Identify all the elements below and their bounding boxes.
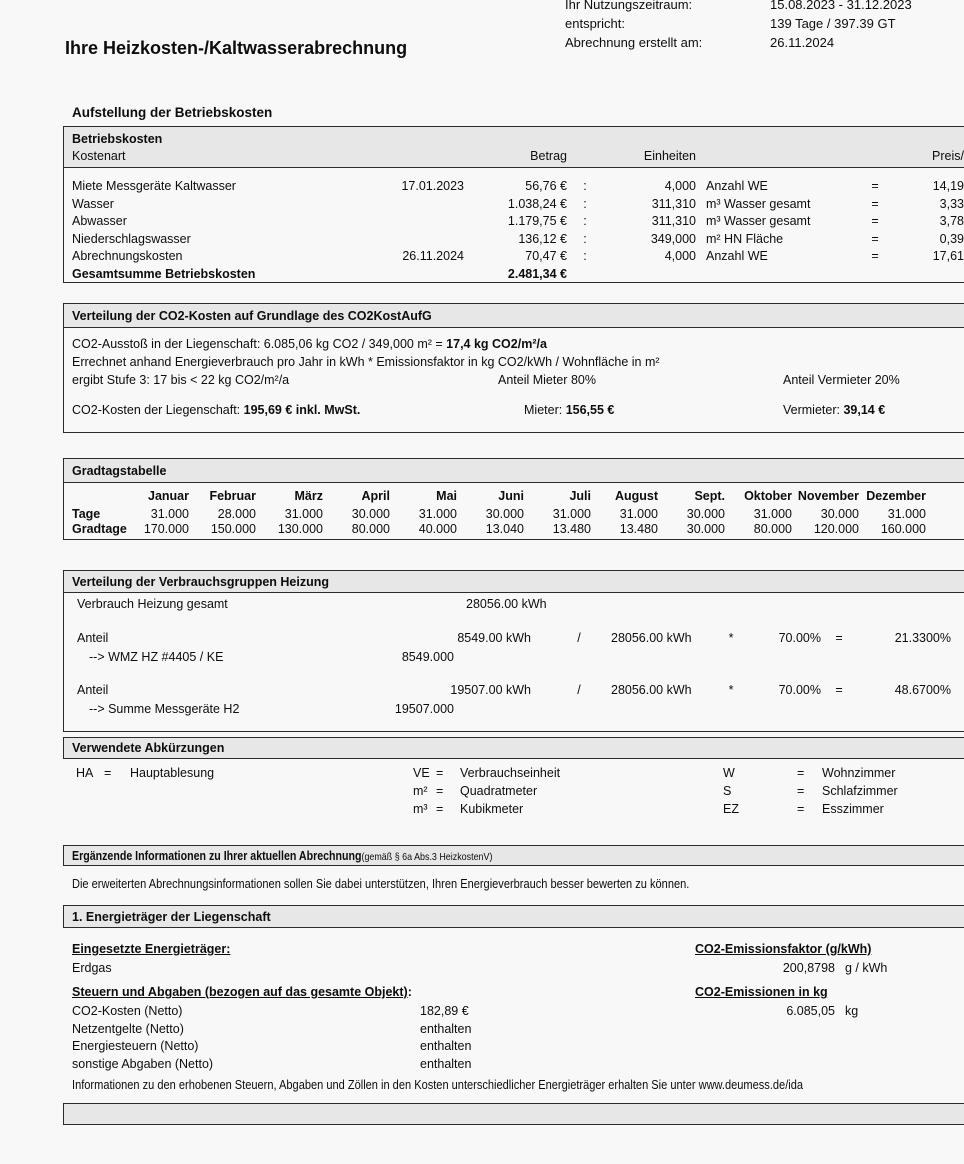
- colon-separator: :: [583, 179, 587, 193]
- mieter-label: Mieter:: [524, 403, 566, 417]
- row-betrag: 1.179,75 €: [507, 214, 567, 228]
- abbr-meaning: Esszimmer: [822, 802, 884, 816]
- eingesetzte-value: Erdgas: [72, 961, 112, 975]
- tage-value: 30.000: [485, 506, 524, 521]
- anteil-mieter: Anteil Mieter 80%: [498, 373, 596, 387]
- created-date-label: Abrechnung erstellt am:: [565, 35, 703, 50]
- tage-value: 31.000: [753, 506, 792, 521]
- co2-kosten-label: CO2-Kosten der Liegenschaft:: [72, 403, 244, 417]
- mieter-kosten: [524, 403, 614, 417]
- equals-separator: =: [835, 631, 843, 645]
- co2-ausstoss-text: CO2-Ausstoß in der Liegenschaft: 6.085,06 kg CO2 / 349,000 m² =: [72, 337, 447, 351]
- equivalent-value: 139 Tage / 397.39 GT: [770, 16, 896, 31]
- col-kostenart: Kostenart: [72, 149, 126, 163]
- gradtage-value: 160.000: [880, 521, 926, 536]
- abbr-row: [723, 782, 898, 800]
- anteil-pct: 70.00%: [778, 631, 821, 645]
- month-label: November: [797, 489, 859, 503]
- row-preis: 3,78: [939, 214, 964, 228]
- equals-separator: =: [871, 249, 879, 263]
- abbr-meaning: Verbrauchseinheit: [460, 766, 561, 780]
- co2-kosten-line: [72, 403, 360, 417]
- total-value: 2.481,34 €: [507, 266, 567, 281]
- row-einheit-text: Anzahl WE: [706, 179, 768, 193]
- vermieter-value: 39,14 €: [843, 403, 886, 417]
- betriebskosten-table: [63, 126, 964, 283]
- steuern-row-label: Netzentgelte (Netto): [72, 1021, 184, 1036]
- abbr-row: [723, 764, 898, 782]
- abbr-column-3: [723, 764, 898, 818]
- row-datum: 17.01.2023: [401, 179, 464, 193]
- row-einheiten: 4,000: [664, 249, 696, 263]
- steuern-row-label: CO2-Kosten (Netto): [72, 1004, 183, 1018]
- anteil-sub-value: 19507.000: [394, 702, 454, 716]
- abbr-meaning: Schlafzimmer: [822, 784, 898, 798]
- col-preis: Preis/: [932, 149, 964, 163]
- steuern-row-value: 182,89 €: [420, 1004, 469, 1018]
- abbr-code: EZ: [723, 802, 739, 816]
- gradtage-value: 120.000: [813, 521, 859, 536]
- anteil-label: Anteil: [77, 683, 109, 697]
- row-betrag: 1.038,24 €: [507, 196, 567, 211]
- anteil-pct: 70.00%: [778, 683, 821, 697]
- anteil-sub-value: 8549.000: [401, 650, 454, 664]
- page-title: Ihre Heizkosten-/Kaltwasserabrechnung: [65, 38, 408, 58]
- abbr-meaning: Hauptablesung: [130, 766, 215, 780]
- row-einheiten: 4,000: [664, 179, 696, 193]
- gradtage-value: 13.040: [485, 521, 524, 536]
- total-label: Gesamtsumme Betriebskosten: [72, 266, 256, 281]
- row-datum: 26.11.2024: [402, 249, 464, 263]
- emissionsfaktor-heading: CO2-Emissionsfaktor (g/kWh): [695, 942, 872, 956]
- meta-row: [565, 14, 912, 33]
- betriebskosten-box-title: Betriebskosten: [72, 132, 163, 146]
- usage-period-block: [565, 0, 912, 52]
- tage-value: 30.000: [686, 506, 725, 521]
- co2-stufe-line: ergibt Stufe 3: 17 bis < 22 kg CO2/m²/a: [72, 373, 290, 387]
- anteil-result: 48.6700%: [894, 683, 951, 697]
- tage-value: 30.000: [820, 506, 859, 521]
- usage-period-label: Ihr Nutzungszeitraum:: [565, 0, 693, 12]
- equals-separator: =: [871, 214, 879, 228]
- month-label: Juli: [569, 489, 591, 503]
- betriebskosten-section-title: Aufstellung der Betriebskosten: [72, 105, 273, 120]
- anteil-result: 21.3300%: [894, 631, 951, 645]
- gradtage-value: 30.000: [686, 521, 725, 536]
- ergaenzende-intro-wrap: [72, 876, 798, 891]
- tage-value: 31.000: [887, 506, 926, 521]
- row-einheit-text: Anzahl WE: [706, 249, 768, 263]
- co2-section-header: Verteilung der CO2-Kosten auf Grundlage des CO2KostAufG: [64, 304, 964, 328]
- tage-value: 31.000: [418, 506, 457, 521]
- anteil-sub-label: --> Summe Messgeräte H2: [89, 702, 240, 716]
- colon-separator: :: [583, 231, 587, 246]
- ergaenzende-title: Ergänzende Informationen zu Ihrer aktuellen Abrechnung: [72, 849, 362, 863]
- tage-value: 31.000: [284, 506, 323, 521]
- col-betrag: Betrag: [530, 149, 567, 163]
- row-einheit-text: m² HN Fläche: [706, 231, 784, 246]
- steuern-heading-colon: :: [407, 985, 412, 999]
- tage-value: 31.000: [619, 506, 658, 521]
- month-label: August: [614, 489, 658, 503]
- gradtag-months-row: [72, 489, 926, 503]
- usage-period-value: 15.08.2023 - 31.12.2023: [770, 0, 912, 12]
- gradtagstabelle-header: Gradtagstabelle: [64, 459, 964, 483]
- anteil-label: Anteil: [77, 631, 109, 645]
- abbr-column-1: [76, 764, 214, 782]
- gradtage-value: 130.000: [277, 521, 323, 536]
- anteil-kwh: 8549.00 kWh: [457, 631, 531, 645]
- gradtage-value: 150.000: [210, 521, 256, 536]
- tage-value: 30.000: [351, 506, 390, 521]
- equals-separator: =: [871, 231, 879, 246]
- row-preis: 14,19: [932, 179, 964, 193]
- row-betrag: 56,76 €: [525, 179, 567, 193]
- created-date-value: 26.11.2024: [770, 35, 835, 50]
- eingesetzte-heading: Eingesetzte Energieträger:: [72, 942, 231, 956]
- row-einheit-text: m³ Wasser gesamt: [706, 214, 811, 228]
- row-betrag: 136,12 €: [518, 231, 567, 246]
- steuern-row-value: enthalten: [420, 1039, 472, 1053]
- steuern-heading-line: [72, 985, 412, 999]
- gradtag-corner: [72, 489, 122, 503]
- vermieter-kosten: [783, 403, 885, 417]
- row-preis: 3,33: [939, 196, 964, 211]
- abbr-row: [413, 764, 560, 782]
- month-label: Mai: [436, 489, 457, 503]
- gradtage-value: 80.000: [351, 521, 390, 536]
- co2-kosten-value: 195,69 € inkl. MwSt.: [243, 403, 361, 417]
- gradtag-tage-row: [72, 507, 926, 521]
- row-kostenart: Abrechnungskosten: [72, 249, 183, 263]
- abbr-eq: =: [797, 784, 805, 798]
- energietraeger-footer: Informationen zu den erhobenen Steuern, Abgaben und Zöllen in den Kosten unterschiedlicher Energieträger erhalten Sie unter www.deumess.de/ida: [72, 1077, 804, 1092]
- tage-value: 31.000: [552, 506, 591, 521]
- equals-separator: =: [871, 179, 879, 193]
- steuern-row-label: sonstige Abgaben (Netto): [72, 1056, 214, 1071]
- abbr-eq: =: [436, 766, 444, 780]
- gradtag-gradtage-row: [72, 522, 926, 536]
- abbr-eq: =: [797, 802, 805, 816]
- anteil-kwh: 19507.00 kWh: [450, 683, 531, 697]
- gradtage-value: 13.480: [619, 521, 658, 536]
- month-label: Juni: [498, 489, 524, 503]
- gradtage-value: 170.000: [143, 521, 189, 536]
- month-label: Februar: [209, 489, 256, 503]
- co2-ausstoss-line: [72, 337, 547, 351]
- colon-separator: :: [583, 196, 587, 211]
- abbr-eq: =: [436, 784, 444, 798]
- emissionen-heading: CO2-Emissionen in kg: [695, 985, 828, 999]
- abbr-row: [723, 800, 898, 818]
- gradtage-value: 13.480: [552, 521, 591, 536]
- meta-row: [565, 0, 912, 14]
- meta-row: [565, 33, 912, 52]
- abbr-code: HA: [76, 766, 94, 780]
- slash-separator: /: [577, 683, 581, 697]
- gradtage-value: 80.000: [753, 521, 792, 536]
- mieter-value: 156,55 €: [565, 403, 615, 417]
- ergaenzende-header-text: [72, 849, 492, 863]
- energietraeger-header: 1. Energieträger der Liegenschaft: [63, 905, 964, 928]
- co2-section: [63, 303, 964, 433]
- emissionen-unit: kg: [845, 1004, 859, 1018]
- anteil-total: 28056.00 kWh: [611, 631, 692, 645]
- row-kostenart: Wasser: [72, 196, 114, 211]
- row-einheiten: 311,310: [651, 214, 696, 228]
- verbrauch-gesamt-label: Verbrauch Heizung gesamt: [77, 597, 228, 611]
- co2-errechnet-line: Errechnet anhand Energieverbrauch pro Jahr in kWh * Emissionsfaktor in kg CO2/kWh / Wohnfläche in m²: [72, 355, 660, 369]
- emissionen-value: 6.085,05: [786, 1004, 835, 1018]
- slash-separator: /: [577, 631, 581, 645]
- gradtage-row-label: Gradtage: [72, 521, 127, 536]
- anteil-vermieter: Anteil Vermieter 20%: [783, 373, 900, 387]
- abbr-code: VE: [413, 766, 430, 780]
- month-label: Oktober: [744, 489, 792, 503]
- emissionsfaktor-value: 200,8798: [782, 961, 835, 975]
- row-betrag: 70,47 €: [525, 249, 567, 263]
- abkuerzungen-header: Verwendete Abkürzungen: [63, 737, 964, 759]
- emissionsfaktor-unit: g / kWh: [845, 961, 888, 975]
- star-separator: *: [728, 683, 734, 697]
- empty-section-bar: [63, 1103, 964, 1125]
- ergaenzende-note: (gemäß § 6a Abs.3 HeizkostenV): [361, 851, 493, 863]
- energietraeger-footer-wrap: [72, 1077, 932, 1092]
- tage-row-label: Tage: [72, 506, 101, 521]
- verbrauch-gesamt-value: 28056.00 kWh: [466, 597, 547, 611]
- gradtage-value: 40.000: [418, 521, 457, 536]
- abbr-code: S: [723, 784, 732, 798]
- betriebskosten-table-header: [64, 127, 964, 168]
- gradtagstabelle: [63, 458, 964, 540]
- col-einheiten: Einheiten: [643, 149, 696, 163]
- abbr-code: m³: [413, 802, 428, 816]
- ergaenzende-header: [63, 845, 964, 866]
- colon-separator: :: [583, 249, 587, 263]
- abbr-row: [413, 800, 560, 818]
- tage-value: 31.000: [150, 506, 189, 521]
- abbr-code: W: [723, 766, 735, 780]
- row-preis: 0,39: [939, 231, 964, 246]
- steuern-row-label: Energiesteuern (Netto): [72, 1039, 199, 1053]
- abbr-row: [76, 764, 214, 782]
- row-einheiten: 349,000: [650, 231, 696, 246]
- month-label: März: [294, 489, 323, 503]
- vermieter-label: Vermieter:: [783, 403, 844, 417]
- steuern-heading: Steuern und Abgaben (bezogen auf das gesamte Objekt): [72, 985, 408, 999]
- month-label: Dezember: [866, 489, 926, 503]
- abbr-eq: =: [436, 802, 444, 816]
- tage-value: 28.000: [217, 506, 256, 521]
- month-label: Sept.: [694, 489, 725, 503]
- abbr-meaning: Wohnzimmer: [822, 766, 896, 780]
- co2-ausstoss-value: 17,4 kg CO2/m²/a: [446, 337, 547, 351]
- row-kostenart: Miete Messgeräte Kaltwasser: [72, 179, 236, 193]
- equals-separator: =: [835, 683, 843, 697]
- equals-separator: =: [871, 196, 879, 211]
- colon-separator: :: [583, 214, 587, 228]
- month-label: April: [361, 489, 390, 503]
- abbr-meaning: Quadratmeter: [460, 784, 538, 798]
- equivalent-label: entspricht:: [565, 16, 625, 31]
- steuern-row-value: enthalten: [420, 1021, 472, 1036]
- abbr-column-2: [413, 764, 560, 818]
- row-kostenart: Niederschlagswasser: [72, 231, 191, 246]
- anteil-total: 28056.00 kWh: [611, 683, 692, 697]
- month-label: Januar: [148, 489, 189, 503]
- row-einheiten: 311,310: [651, 196, 696, 211]
- star-separator: *: [728, 631, 734, 645]
- verbrauchsgruppen-section: [63, 570, 964, 732]
- abbr-eq: =: [104, 766, 112, 780]
- verbrauchsgruppen-header: Verteilung der Verbrauchsgruppen Heizung: [64, 571, 964, 593]
- abbr-eq: =: [797, 766, 805, 780]
- abbr-meaning: Kubikmeter: [460, 802, 524, 816]
- row-preis: 17,61: [932, 249, 964, 263]
- abbr-row: [413, 782, 560, 800]
- row-einheit-text: m³ Wasser gesamt: [706, 196, 811, 211]
- row-kostenart: Abwasser: [72, 214, 127, 228]
- abbr-code: m²: [413, 784, 428, 798]
- anteil-sub-label: --> WMZ HZ #4405 / KE: [89, 650, 224, 664]
- ergaenzende-intro: Die erweiterten Abrechnungsinformationen sollen Sie dabei unterstützen, Ihren Energieverbrauch besser bewerten zu können.: [72, 876, 690, 891]
- steuern-row-value: enthalten: [420, 1056, 472, 1071]
